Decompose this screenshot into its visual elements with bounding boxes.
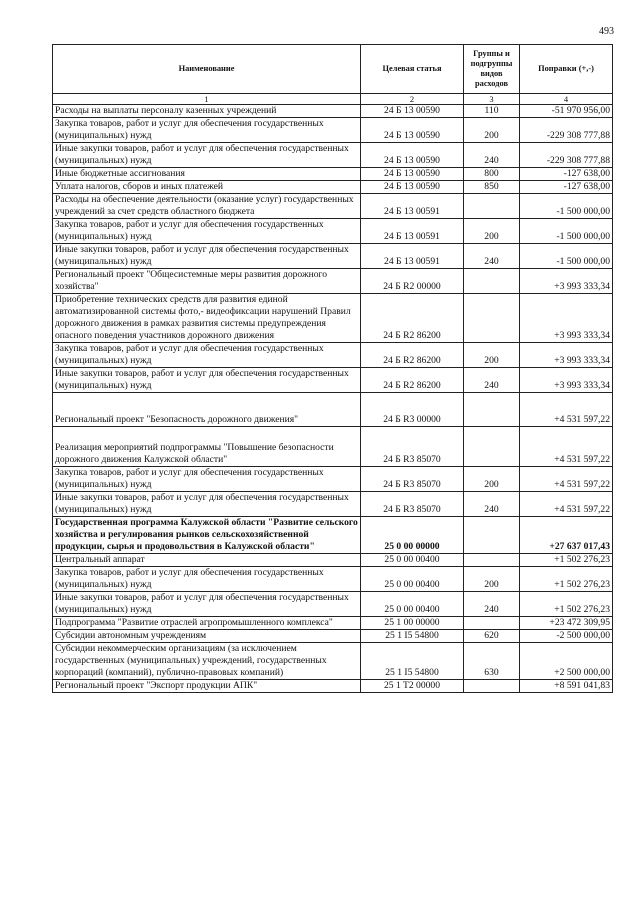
row-code: 24 Б 13 00590 <box>361 143 464 168</box>
row-amount: -1 500 000,00 <box>520 219 613 244</box>
table-row <box>53 219 613 244</box>
row-name: Иные закупки товаров, работ и услуг для обеспечения государственных (муниципальных) нужд <box>53 368 361 393</box>
row-amount: +4 531 597,22 <box>520 393 613 427</box>
row-group: 240 <box>464 592 520 617</box>
page-number: 493 <box>599 26 614 37</box>
table-row <box>53 143 613 168</box>
row-code: 24 Б R3 85070 <box>361 467 464 492</box>
row-name: Иные закупки товаров, работ и услуг для обеспечения государственных (муниципальных) нужд <box>53 592 361 617</box>
row-code: 25 0 00 00000 <box>361 517 464 554</box>
row-amount: +1 502 276,23 <box>520 567 613 592</box>
column-header-group: Группы и подгруппы видов расходов <box>464 45 520 94</box>
table-row <box>53 269 613 294</box>
row-name: Региональный проект "Общесистемные меры развития дорожного хозяйства" <box>53 269 361 294</box>
row-code: 24 Б 13 00590 <box>361 168 464 181</box>
row-name: Закупка товаров, работ и услуг для обеспечения государственных (муниципальных) нужд <box>53 343 361 368</box>
column-number: 2 <box>361 94 464 105</box>
row-group <box>464 294 520 343</box>
row-name: Региональный проект "Безопасность дорожного движения" <box>53 393 361 427</box>
row-name: Расходы на выплаты персоналу казенных учреждений <box>53 105 361 118</box>
row-group: 800 <box>464 168 520 181</box>
row-name: Закупка товаров, работ и услуг для обеспечения государственных (муниципальных) нужд <box>53 567 361 592</box>
row-name: Приобретение технических средств для развития единой автоматизированной системы фото,- видеофиксации нарушений Правил дорожного движения в рамках развития системы предупреждения опасного поведения участников дорожного движения <box>53 294 361 343</box>
table-row <box>53 168 613 181</box>
row-name: Субсидии некоммерческим организациям (за исключением государственных (муниципальных) учреждений, государственных корпораций (компаний), публично-правовых компаний) <box>53 643 361 680</box>
row-code: 25 1 T2 00000 <box>361 680 464 693</box>
table-row <box>53 643 613 680</box>
row-code: 24 Б R3 85070 <box>361 492 464 517</box>
table-row <box>53 194 613 219</box>
row-code: 24 Б 13 00590 <box>361 105 464 118</box>
row-code: 24 Б R3 85070 <box>361 427 464 467</box>
row-name: Иные закупки товаров, работ и услуг для обеспечения государственных (муниципальных) нужд <box>53 244 361 269</box>
row-name: Закупка товаров, работ и услуг для обеспечения государственных (муниципальных) нужд <box>53 118 361 143</box>
row-group: 110 <box>464 105 520 118</box>
row-group <box>464 517 520 554</box>
row-amount: +2 500 000,00 <box>520 643 613 680</box>
row-amount: +4 531 597,22 <box>520 467 613 492</box>
row-code: 24 Б 13 00590 <box>361 118 464 143</box>
row-name: Закупка товаров, работ и услуг для обеспечения государственных (муниципальных) нужд <box>53 467 361 492</box>
budget-table <box>52 44 613 693</box>
row-code: 24 Б R2 86200 <box>361 343 464 368</box>
row-amount: -229 308 777,88 <box>520 143 613 168</box>
row-amount: +4 531 597,22 <box>520 427 613 467</box>
row-group <box>464 194 520 219</box>
table-row <box>53 393 613 427</box>
row-name: Подпрограмма "Развитие отраслей агропромышленного комплекса" <box>53 617 361 630</box>
table-row <box>53 517 613 554</box>
row-amount: -1 500 000,00 <box>520 194 613 219</box>
row-group <box>464 617 520 630</box>
row-code: 24 Б 13 00590 <box>361 181 464 194</box>
column-number: 4 <box>520 94 613 105</box>
table-row <box>53 343 613 368</box>
row-name: Реализация мероприятий подпрограммы "Повышение безопасности дорожного движения Калужской области" <box>53 427 361 467</box>
table-row <box>53 617 613 630</box>
table-row <box>53 592 613 617</box>
row-code: 25 1 I5 54800 <box>361 643 464 680</box>
table-row <box>53 680 613 693</box>
row-name: Закупка товаров, работ и услуг для обеспечения государственных (муниципальных) нужд <box>53 219 361 244</box>
row-name: Субсидии автономным учреждениям <box>53 630 361 643</box>
row-code: 24 Б R2 86200 <box>361 294 464 343</box>
column-number: 1 <box>53 94 361 105</box>
row-group: 200 <box>464 467 520 492</box>
table-row <box>53 467 613 492</box>
row-group: 240 <box>464 368 520 393</box>
column-header-code: Целевая статья <box>361 45 464 94</box>
table-row <box>53 630 613 643</box>
row-name: Иные бюджетные ассигнования <box>53 168 361 181</box>
row-code: 25 0 00 00400 <box>361 567 464 592</box>
column-number: 3 <box>464 94 520 105</box>
row-code: 24 Б 13 00591 <box>361 194 464 219</box>
row-amount: +4 531 597,22 <box>520 492 613 517</box>
table-row <box>53 244 613 269</box>
row-name: Государственная программа Калужской области "Развитие сельского хозяйства и регулирования рынков сельскохозяйственной продукции, сырья и продовольствия в Калужской области" <box>53 517 361 554</box>
column-header-amount: Поправки (+,-) <box>520 45 613 94</box>
row-group: 200 <box>464 118 520 143</box>
row-group: 620 <box>464 630 520 643</box>
row-group <box>464 393 520 427</box>
row-code: 25 0 00 00400 <box>361 554 464 567</box>
row-group: 850 <box>464 181 520 194</box>
table-row <box>53 181 613 194</box>
row-amount: -127 638,00 <box>520 181 613 194</box>
row-group: 200 <box>464 219 520 244</box>
row-name: Расходы на обеспечение деятельности (оказание услуг) государственных учреждений за счет средств областного бюджета <box>53 194 361 219</box>
row-amount: +3 993 333,34 <box>520 294 613 343</box>
table-row <box>53 427 613 467</box>
table-row <box>53 492 613 517</box>
row-name: Региональный проект "Экспорт продукции АПК" <box>53 680 361 693</box>
row-name: Иные закупки товаров, работ и услуг для обеспечения государственных (муниципальных) нужд <box>53 492 361 517</box>
column-header-name: Наименование <box>53 45 361 94</box>
row-group <box>464 554 520 567</box>
row-amount: +3 993 333,34 <box>520 368 613 393</box>
table-row <box>53 554 613 567</box>
row-name: Центральный аппарат <box>53 554 361 567</box>
row-group: 200 <box>464 343 520 368</box>
row-amount: -1 500 000,00 <box>520 244 613 269</box>
row-code: 25 0 00 00400 <box>361 592 464 617</box>
row-amount: -51 970 956,00 <box>520 105 613 118</box>
row-group: 240 <box>464 244 520 269</box>
row-amount: +23 472 309,95 <box>520 617 613 630</box>
row-group <box>464 427 520 467</box>
row-group: 630 <box>464 643 520 680</box>
row-group: 240 <box>464 143 520 168</box>
row-amount: -127 638,00 <box>520 168 613 181</box>
row-group: 240 <box>464 492 520 517</box>
table-row <box>53 294 613 343</box>
row-code: 24 Б R3 00000 <box>361 393 464 427</box>
row-amount: +3 993 333,34 <box>520 269 613 294</box>
row-code: 24 Б R2 00000 <box>361 269 464 294</box>
table-row <box>53 567 613 592</box>
table-row <box>53 105 613 118</box>
row-code: 25 1 I5 54800 <box>361 630 464 643</box>
table-row <box>53 368 613 393</box>
row-amount: +1 502 276,23 <box>520 592 613 617</box>
row-name: Уплата налогов, сборов и иных платежей <box>53 181 361 194</box>
row-amount: -2 500 000,00 <box>520 630 613 643</box>
row-amount: +1 502 276,23 <box>520 554 613 567</box>
row-group <box>464 680 520 693</box>
row-group: 200 <box>464 567 520 592</box>
row-amount: +27 637 017,43 <box>520 517 613 554</box>
row-code: 24 Б 13 00591 <box>361 219 464 244</box>
row-amount: +3 993 333,34 <box>520 343 613 368</box>
row-name: Иные закупки товаров, работ и услуг для обеспечения государственных (муниципальных) нужд <box>53 143 361 168</box>
row-amount: -229 308 777,88 <box>520 118 613 143</box>
row-code: 25 1 00 00000 <box>361 617 464 630</box>
row-group <box>464 269 520 294</box>
row-code: 24 Б R2 86200 <box>361 368 464 393</box>
table-row <box>53 118 613 143</box>
row-code: 24 Б 13 00591 <box>361 244 464 269</box>
row-amount: +8 591 041,83 <box>520 680 613 693</box>
